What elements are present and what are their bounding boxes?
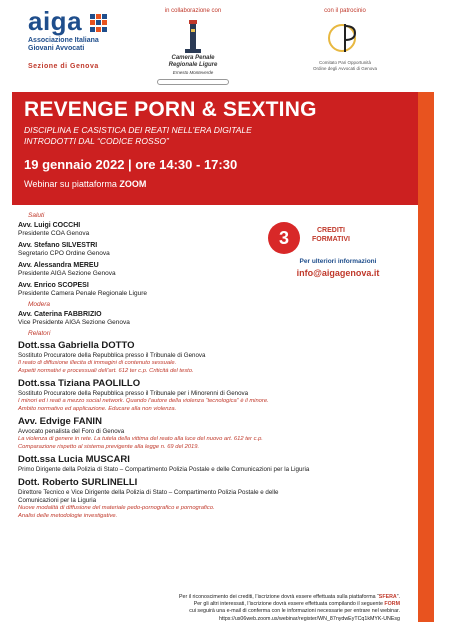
info-text: Per ulteriori informazioni — [299, 258, 377, 265]
collab-block: in collaborazione con Camera Penale Regionale Ligure Ernesto Monteverde — [128, 8, 258, 85]
aiga-logo — [28, 8, 118, 70]
event-subtitle: DISCIPLINA E CASISTICA DEI REATI NELL’ERA DIGITALE INTRODOTTI DAL “CODICE ROSSO” — [24, 125, 252, 146]
list-item: Avv. Stefano SILVESTRI Segretario CPO Ordine Genova — [18, 242, 110, 257]
list-item: Dott.ssa Lucia MUSCARI Primo Dirigente della Polizia di Stato – Compartimento Polizia Postale e delle Comunicazioni per la Liguria — [18, 454, 310, 473]
list-item: Avv. Caterina FABBRIZIO Vice Presidente AIGA Sezione Genova — [18, 311, 130, 326]
registration-url-link[interactable]: https://us06web.zoom.us/webinar/register/WN_87nydwEyTCq1kMYK-UNEsg — [218, 615, 400, 622]
list-item: Avv. Alessandra MEREU Presidente AIGA Sezione Genova — [18, 262, 116, 277]
footer-registration: Per il riconoscimento dei crediti, l’iscrizione dovrà essere effettuata sulla piattaforma “SFERA”. Per gli altri interessati, l’iscrizione dovrà essere effettuata compilando il seguente FORM cui seguirà una e-mail di conferma con le informazioni necessarie per entrare nel webinar. https://us06web.zoom.us/webinar/register/WN_87nydwEyTCq1kMYK-UNEsg — [40, 594, 400, 623]
title-banner — [12, 92, 418, 205]
list-item: Avv. Luigi COCCHI Presidente COA Genova — [18, 222, 90, 237]
list-item: Dott.ssa Gabriella DOTTO Sostituto Procuratore della Repubblica presso il Tribunale di Genova Il reato di diffusione illecita di immagini di contenuto sessuale. Aspetti normativi e processuali dell’art. 612 ter c.p. Criticità del testo. — [18, 340, 206, 374]
event-datetime: 19 gennaio 2022 | ore 14:30 - 17:30 — [24, 157, 238, 172]
relatori-list — [18, 340, 413, 520]
header — [0, 0, 453, 92]
patrocinio-block: con il patrocinio Comitato Pari Opportunità Ordine degli Avvocati di Genova — [270, 8, 420, 72]
sezione-label: Sezione di Genova — [28, 63, 99, 70]
camera-badge — [157, 79, 229, 85]
cpo-logo-icon — [325, 18, 365, 58]
section-modera: Modera — [28, 301, 51, 308]
list-item: Dott. Roberto SURLINELLI Direttore Tecnico e Vice Dirigente della Polizia di Stato – Compartimento Polizia Postale e delle Comunicazioni per la Liguria Nuove modalità di diffusione del materiale pedo-pornografico e pornografico. Analisi delle metodologie investigative. — [18, 477, 279, 519]
program — [18, 210, 413, 520]
list-item: Dott.ssa Tiziana PAOLILLO Sostituto Procuratore della Repubblica presso il Tribunale per i Minorenni di Genova I minori ed i reati a mezzo social network. Quando l’autore della violenza “tecnologica” è il minore. Ambito normativo ed applicazione. Educare alla non violenza. — [18, 378, 269, 412]
event-title: REVENGE PORN & SEXTING — [24, 98, 317, 121]
sfera-link[interactable]: SFERA — [378, 594, 397, 600]
decorative-side-bar — [418, 92, 434, 622]
form-link[interactable]: FORM — [384, 601, 400, 608]
list-item: Avv. Enrico SCOPESI Presidente Camera Penale Regionale Ligure — [18, 282, 147, 297]
list-item: Avv. Edvige FANIN Avvocato penalista del Foro di Genova La violenza di genere in rete. La tutela della vittima del reato alla luce del nuovo art. 612 ter c.p. Comparazione rispetto al sistema previgente alla legge n. 69 del 2019. — [18, 416, 263, 450]
lighthouse-icon — [173, 17, 213, 55]
credits-label: CREDITI FORMATIVI — [312, 227, 350, 243]
section-saluti: Saluti — [28, 212, 45, 219]
logo-grid-icon — [90, 14, 108, 32]
credits-badge: 3 — [268, 222, 300, 254]
saluti-list — [18, 221, 413, 298]
info-email-link[interactable]: info@aigagenova.it — [296, 268, 380, 278]
section-relatori: Relatori — [28, 330, 51, 337]
assoc-name: Associazione Italiana Giovani Avvocati — [28, 37, 99, 52]
patro-label: con il patrocinio — [324, 8, 366, 14]
logo-text: aiga — [28, 6, 83, 36]
webinar-info: Webinar su piattaforma ZOOM — [24, 179, 147, 189]
collab-label: in collaborazione con — [164, 8, 222, 14]
